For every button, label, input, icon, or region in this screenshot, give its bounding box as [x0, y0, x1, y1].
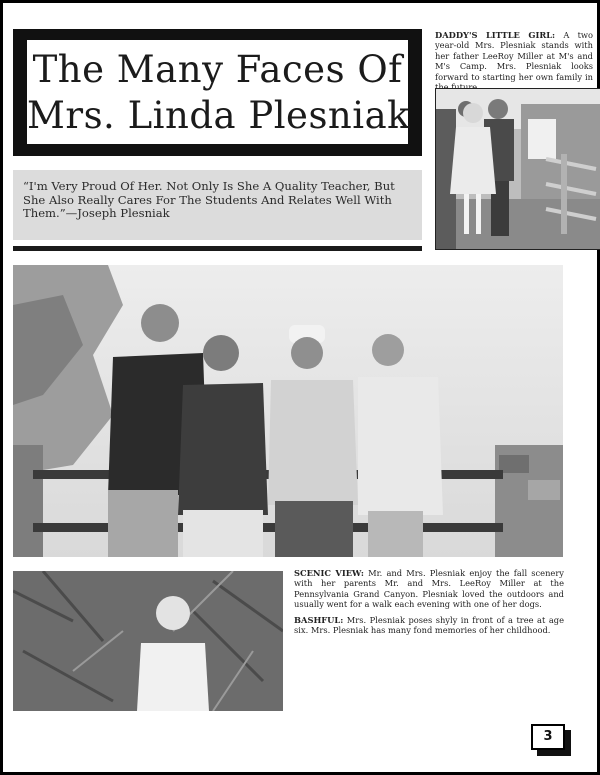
divider-rule — [13, 246, 422, 251]
caption-body: Mrs. Plesniak poses shyly in front of a tree at age six. Mrs. Plesniak has many fond memories of her childhood. — [294, 615, 564, 636]
title-box — [13, 29, 422, 156]
title-line-1: The Many Faces Of — [32, 48, 403, 91]
caption-label: DADDY'S LITTLE GIRL: — [435, 30, 556, 40]
photo-bashful — [13, 571, 283, 711]
photo-scenic-view — [13, 265, 563, 557]
caption-bashful — [294, 615, 564, 636]
title-line-2: Mrs. Linda Plesniak — [27, 94, 411, 137]
caption-daddys-little-girl — [435, 30, 593, 92]
page-number: 3 — [531, 724, 565, 750]
quote-text: “I'm Very Proud Of Her. Not Only Is She A Quality Teacher, But She Also Really Cares For The Students And Relates Well With Them.”—Joseph Plesniak — [23, 179, 395, 220]
caption-label: SCENIC VIEW: — [294, 568, 364, 578]
caption-body: A two year-old Mrs. Plesniak stands with her father LeeRoy Miller at M's and M's Camp. Mrs. Plesniak looks forward to starting her own family in — [435, 30, 594, 82]
photo-daddys-little-girl — [435, 88, 600, 250]
title-inner-panel — [27, 40, 411, 144]
caption-body: Mr. and Mrs. Plesniak enjoy the fall scenery with her parents Mr. and Mrs. LeeRoy Miller at the Pennsylvania Grand Canyon. Plesniak loved the outdoors and usually went for a walk each evening with one of her dogs. — [294, 568, 564, 610]
caption-scenic-view — [294, 568, 564, 610]
quote-bar — [13, 170, 422, 240]
caption-label: BASHFUL: — [294, 615, 344, 625]
